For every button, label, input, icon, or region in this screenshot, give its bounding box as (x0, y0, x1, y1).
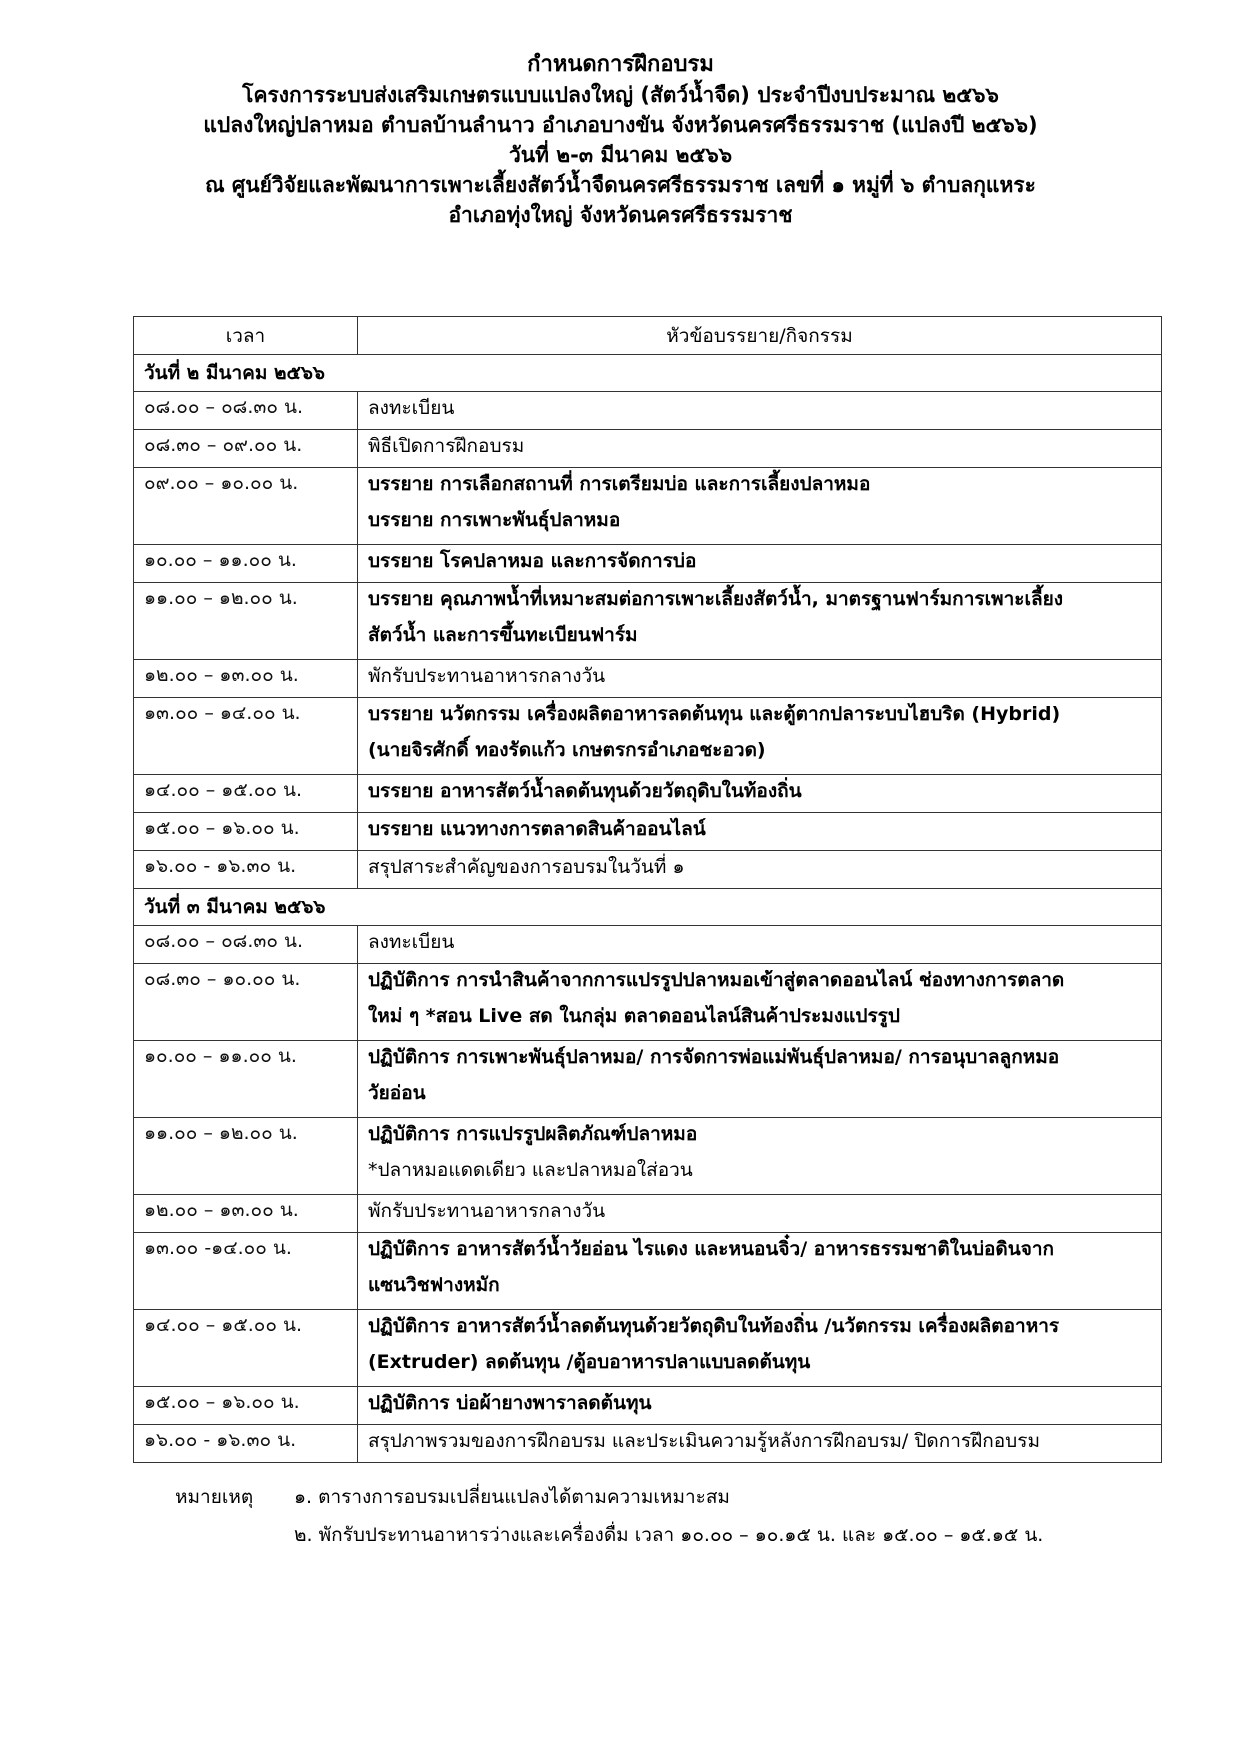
topic-line: ปฏิบัติการ การแปรรูปผลิตภัณฑ์ปลาหมอ (368, 1123, 698, 1145)
schedule-table (133, 316, 1162, 1463)
table-row (134, 392, 1162, 430)
table-row (134, 964, 1162, 1041)
topic-line: ปฏิบัติการ บ่อผ้ายางพาราลดต้นทุน (368, 1392, 652, 1414)
table-row (134, 583, 1162, 660)
topic-cell (358, 1195, 1162, 1233)
column-header-time: เวลา (134, 317, 358, 355)
time-cell: ๑๒.๐๐ – ๑๓.๐๐ น. (134, 1195, 358, 1233)
note-row (175, 1478, 1043, 1516)
time-cell: ๑๒.๐๐ – ๑๓.๐๐ น. (134, 660, 358, 698)
topic-line: บรรยาย นวัตกรรม เครื่องผลิตอาหารลดต้นทุน และตู้ตากปลาระบบไฮบริด (Hybrid) (368, 703, 1061, 725)
topic-line: ลงทะเบียน (368, 397, 455, 419)
topic-cell (358, 813, 1162, 851)
topic-cell (358, 660, 1162, 698)
topic-cell (358, 392, 1162, 430)
topic-line: พักรับประทานอาหารกลางวัน (368, 665, 606, 687)
table-row (134, 468, 1162, 545)
topic-cell (358, 1310, 1162, 1387)
time-cell: ๐๘.๓๐ – ๑๐.๐๐ น. (134, 964, 358, 1041)
table-row (134, 1118, 1162, 1195)
event-dates: วันที่ ๒-๓ มีนาคม ๒๕๖๖ (508, 143, 733, 167)
time-cell: ๑๐.๐๐ – ๑๑.๐๐ น. (134, 1041, 358, 1118)
time-cell: ๑๔.๐๐ – ๑๕.๐๐ น. (134, 1310, 358, 1387)
time-cell: ๑๔.๐๐ – ๑๕.๐๐ น. (134, 775, 358, 813)
topic-cell (358, 775, 1162, 813)
table-row (134, 1233, 1162, 1310)
topic-cell (358, 1233, 1162, 1310)
day-header-row (134, 355, 1162, 392)
day-label: วันที่ ๓ มีนาคม ๒๕๖๖ (134, 889, 1162, 926)
time-cell: ๐๘.๓๐ – ๐๙.๐๐ น. (134, 430, 358, 468)
topic-line: พักรับประทานอาหารกลางวัน (368, 1200, 606, 1222)
table-row (134, 545, 1162, 583)
topic-line: ปฏิบัติการ การเพาะพันธุ์ปลาหมอ/ การจัดการพ่อแม่พันธุ์ปลาหมอ/ การอนุบาลลูกหมอ (368, 1046, 1060, 1068)
topic-cell (358, 926, 1162, 964)
topic-cell (358, 583, 1162, 660)
table-row (134, 775, 1162, 813)
topic-line: พิธีเปิดการฝึกอบรม (368, 435, 525, 457)
column-header-topic: หัวข้อบรรยาย/กิจกรรม (358, 317, 1162, 355)
topic-line: ปฏิบัติการ อาหารสัตว์น้ำลดต้นทุนด้วยวัตถุดิบในท้องถิ่น /นวัตกรรม เครื่องผลิตอาหาร (368, 1315, 1060, 1337)
note-2: ๒. พักรับประทานอาหารว่างและเครื่องดื่ม เวลา ๑๐.๐๐ – ๑๐.๑๕ น. และ ๑๕.๐๐ – ๑๕.๑๕ น. (294, 1524, 1044, 1546)
time-cell: ๑๕.๐๐ – ๑๖.๐๐ น. (134, 1387, 358, 1425)
table-row (134, 1425, 1162, 1463)
topic-line: บรรยาย อาหารสัตว์น้ำลดต้นทุนด้วยวัตถุดิบในท้องถิ่น (368, 780, 802, 802)
topic-cell (358, 1118, 1162, 1195)
venue-line-2: อำเภอทุ่งใหญ่ จังหวัดนครศรีธรรมราช (448, 203, 793, 227)
topic-line: บรรยาย การเลือกสถานที่ การเตรียมบ่อ และการเลี้ยงปลาหมอ (368, 473, 871, 495)
table-row (134, 698, 1162, 775)
notes-label: หมายเหตุ (175, 1486, 254, 1508)
topic-cell (358, 1041, 1162, 1118)
topic-line: บรรยาย คุณภาพน้ำที่เหมาะสมต่อการเพาะเลี้ยงสัตว์น้ำ, มาตรฐานฟาร์มการเพาะเลี้ยง (368, 588, 1064, 610)
time-cell: ๑๓.๐๐ – ๑๔.๐๐ น. (134, 698, 358, 775)
topic-line: สรุปภาพรวมของการฝึกอบรม และประเมินความรู้หลังการฝึกอบรม/ ปิดการฝึกอบรม (368, 1430, 1040, 1452)
venue-line-1: ณ ศูนย์วิจัยและพัฒนาการเพาะเลี้ยงสัตว์น้ำจืดนครศรีธรรมราช เลขที่ ๑ หมู่ที่ ๖ ตำบลกุแหระ (205, 173, 1036, 197)
topic-cell (358, 964, 1162, 1041)
time-cell: ๑๓.๐๐ -๑๔.๐๐ น. (134, 1233, 358, 1310)
topic-line: (Extruder) ลดต้นทุน /ตู้อบอาหารปลาแบบลดต้นทุน (368, 1351, 811, 1373)
topic-line: สรุปสาระสำคัญของการอบรมในวันที่ ๑ (368, 856, 685, 878)
topic-cell (358, 430, 1162, 468)
topic-line: วัยอ่อน (368, 1082, 426, 1104)
topic-line: ใหม่ ๆ *สอน Live สด ในกลุ่ม ตลาดออนไลน์สินค้าประมงแปรรูป (368, 1005, 900, 1027)
time-cell: ๑๐.๐๐ – ๑๑.๐๐ น. (134, 545, 358, 583)
table-row (134, 1310, 1162, 1387)
time-cell: ๐๙.๐๐ – ๑๐.๐๐ น. (134, 468, 358, 545)
topic-cell (358, 1425, 1162, 1463)
notes-section (175, 1478, 1043, 1554)
day-header-row (134, 889, 1162, 926)
time-cell: ๑๖.๐๐ - ๑๖.๓๐ น. (134, 1425, 358, 1463)
topic-cell (358, 851, 1162, 889)
topic-cell (358, 545, 1162, 583)
table-row (134, 851, 1162, 889)
table-row (134, 1041, 1162, 1118)
note-row (175, 1516, 1043, 1554)
topic-line: บรรยาย การเพาะพันธุ์ปลาหมอ (368, 509, 621, 531)
time-cell: ๑๖.๐๐ - ๑๖.๓๐ น. (134, 851, 358, 889)
topic-line: แซนวิชฟางหมัก (368, 1274, 500, 1296)
topic-line: สัตว์น้ำ และการขึ้นทะเบียนฟาร์ม (368, 624, 638, 646)
table-row (134, 660, 1162, 698)
project-name: โครงการระบบส่งเสริมเกษตรแบบแปลงใหญ่ (สัตว์น้ำจืด) ประจำปีงบประมาณ ๒๕๖๖ (242, 83, 999, 107)
time-cell: ๐๘.๐๐ – ๐๘.๓๐ น. (134, 392, 358, 430)
topic-line: บรรยาย โรคปลาหมอ และการจัดการบ่อ (368, 550, 697, 572)
topic-line: ปฏิบัติการ การนำสินค้าจากการแปรรูปปลาหมอเข้าสู่ตลาดออนไลน์ ช่องทางการตลาด (368, 969, 1065, 991)
topic-line: บรรยาย แนวทางการตลาดสินค้าออนไลน์ (368, 818, 706, 840)
table-row (134, 1195, 1162, 1233)
plot-location: แปลงใหญ่ปลาหมอ ตำบลบ้านลำนาว อำเภอบางขัน จังหวัดนครศรีธรรมราช (แปลงปี ๒๕๖๖) (203, 113, 1038, 137)
time-cell: ๑๑.๐๐ – ๑๒.๐๐ น. (134, 583, 358, 660)
table-row (134, 430, 1162, 468)
topic-cell (358, 698, 1162, 775)
time-cell: ๑๑.๐๐ – ๑๒.๐๐ น. (134, 1118, 358, 1195)
table-row (134, 813, 1162, 851)
topic-line: ปฏิบัติการ อาหารสัตว์น้ำวัยอ่อน ไรแดง และหนอนจิ๋ว/ อาหารธรรมชาติในบ่อดินจาก (368, 1238, 1055, 1260)
document-title: กำหนดการฝึกอบรม (527, 52, 714, 77)
note-1: ๑. ตารางการอบรมเปลี่ยนแปลงได้ตามความเหมาะสม (294, 1486, 730, 1508)
day-label: วันที่ ๒ มีนาคม ๒๕๖๖ (134, 355, 1162, 392)
time-cell: ๐๘.๐๐ – ๐๘.๓๐ น. (134, 926, 358, 964)
topic-line: ลงทะเบียน (368, 931, 455, 953)
topic-line: (นายจิรศักดิ์ ทองรัดแก้ว เกษตรกรอำเภอชะอวด) (368, 739, 766, 761)
note-indent (175, 1516, 294, 1554)
table-header-row (134, 317, 1162, 355)
topic-line: *ปลาหมอแดดเดียว และปลาหมอใส่อวน (368, 1159, 693, 1181)
table-row (134, 926, 1162, 964)
table-row (134, 1387, 1162, 1425)
time-cell: ๑๕.๐๐ – ๑๖.๐๐ น. (134, 813, 358, 851)
topic-cell (358, 1387, 1162, 1425)
document-header (0, 50, 1241, 230)
topic-cell (358, 468, 1162, 545)
